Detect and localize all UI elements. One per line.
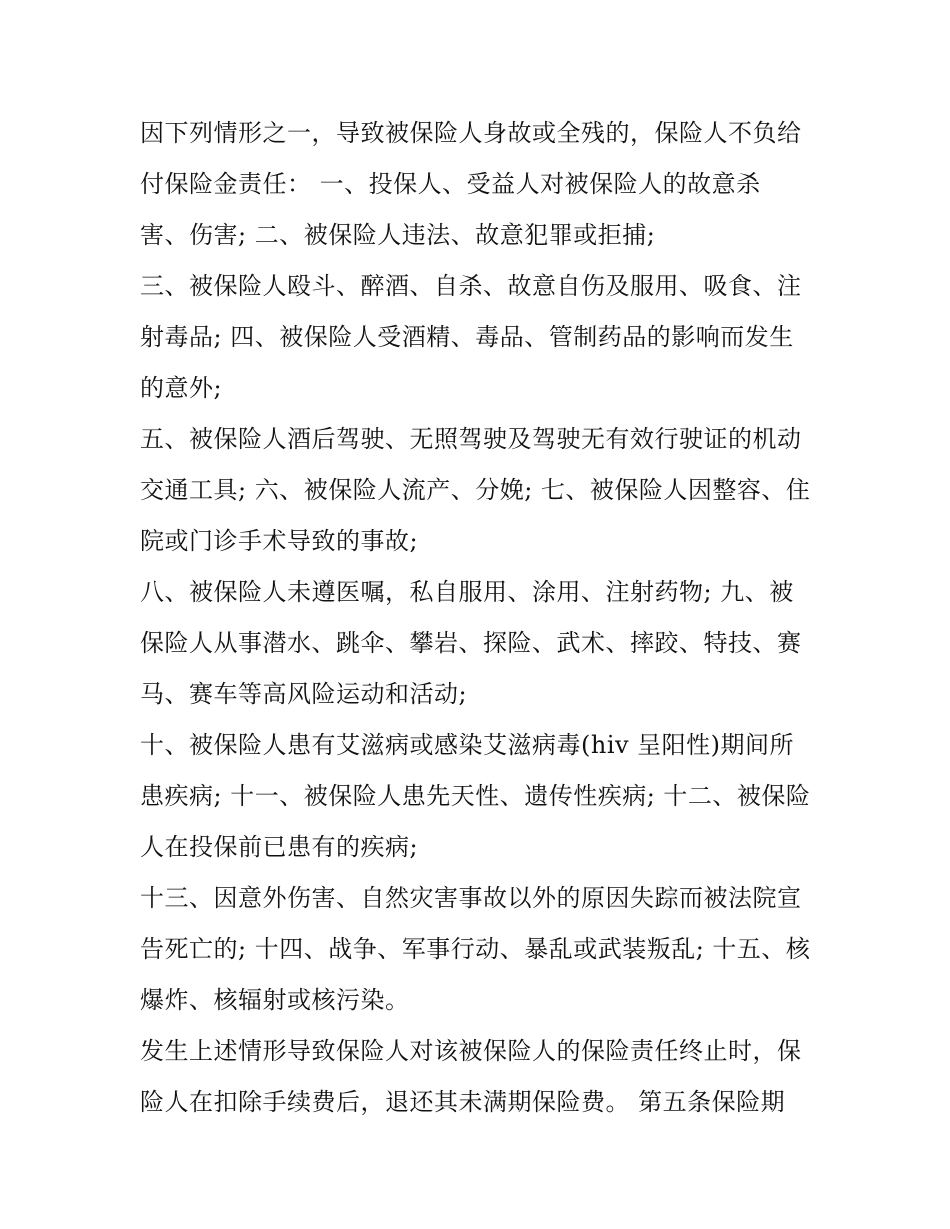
paragraph-exclusions-intro [140, 108, 815, 261]
text-line: 人在投保前已患有的疾病; [140, 833, 419, 861]
paragraph-exclusions-10-12 [140, 720, 815, 873]
text-line: 五、被保险人酒后驾驶、无照驾驶及驾驶无有效行驶证的机动 [140, 425, 802, 453]
text-line: 因下列情形之一，导致被保险人身故或全残的，保险人不负给 [140, 119, 802, 147]
text-line: 付保险金责任： 一、投保人、受益人对被保险人的故意杀 [140, 170, 761, 198]
paragraph-refund [140, 1026, 815, 1128]
text-line: 告死亡的; 十四、战争、军事行动、暴乱或武装叛乱; 十五、核 [140, 935, 811, 963]
paragraph-exclusions-8-9 [140, 567, 815, 720]
text-line: 十三、因意外伤害、自然灾害事故以外的原因失踪而被法院宣 [140, 884, 802, 912]
paragraph-exclusions-3-4 [140, 261, 815, 414]
text-line: 的意外; [140, 374, 223, 402]
text-line: 马、赛车等高风险运动和活动; [140, 680, 468, 708]
document-page [140, 108, 815, 1128]
text-line: 发生上述情形导致保险人对该被保险人的保险责任终止时，保 [140, 1037, 802, 1065]
text-line: 八、被保险人未遵医嘱，私自服用、涂用、注射药物; 九、被 [140, 578, 794, 606]
text-line: 爆炸、核辐射或核污染。 [140, 986, 410, 1014]
text-line: 交通工具; 六、被保险人流产、分娩; 七、被保险人因整容、住 [140, 476, 811, 504]
text-line: 十、被保险人患有艾滋病或感染艾滋病毒(hiv 呈阳性)期间所 [140, 731, 795, 759]
text-line: 害、伤害; 二、被保险人违法、故意犯罪或拒捕; [140, 221, 656, 249]
text-line: 患疾病; 十一、被保险人患先天性、遗传性疾病; 十二、被保险 [140, 782, 811, 810]
text-line: 三、被保险人殴斗、醉酒、自杀、故意自伤及服用、吸食、注 [140, 272, 802, 300]
text-line: 险人在扣除手续费后，退还其未满期保险费。 第五条保险期 [140, 1088, 786, 1116]
text-line: 院或门诊手术导致的事故; [140, 527, 419, 555]
text-line: 保险人从事潜水、跳伞、攀岩、探险、武术、摔跤、特技、赛 [140, 629, 802, 657]
paragraph-exclusions-5-7 [140, 414, 815, 567]
paragraph-exclusions-13-15 [140, 873, 815, 1026]
text-line: 射毒品; 四、被保险人受酒精、毒品、管制药品的影响而发生 [140, 323, 794, 351]
